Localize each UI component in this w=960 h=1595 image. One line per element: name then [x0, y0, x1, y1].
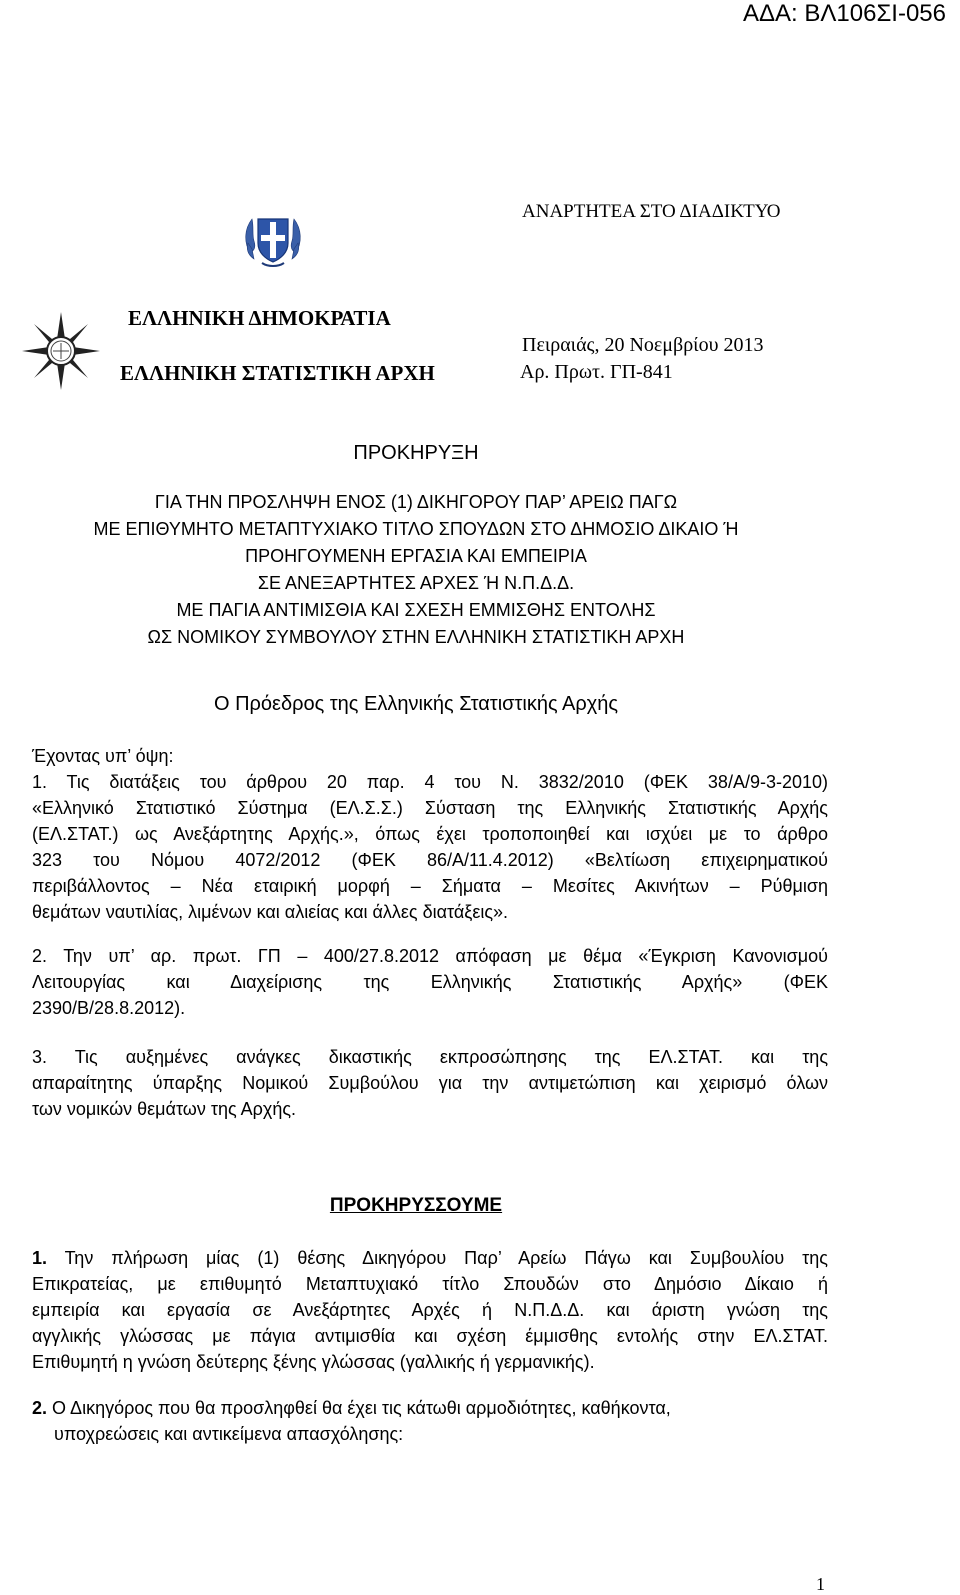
recital-1-line: θεμάτων ναυτιλίας, λιμένων και αλιείας και άλλες διατάξεις». — [32, 902, 509, 922]
subtitle-line: ΓΙΑ ΤΗΝ ΠΡΟΣΛΗΨΗ ΕΝΟΣ (1) ΔΙΚΗΓΟΡΟΥ ΠΑΡ’ ΑΡΕΙΩ ΠΑΓΩ — [154, 492, 678, 512]
recital-3-line: των νομικών θεμάτων της Αρχής. — [32, 1099, 297, 1119]
recital-2-line: Λειτουργίας και Διαχείρισης της Ελληνικής Στατιστικής Αρχής» (ΦΕΚ — [32, 972, 828, 992]
recital-3-line: απαραίτητης ύπαρξης Νομικού Συμβούλου για την αντιμετώπιση και χειρισμό όλων — [32, 1073, 828, 1093]
having-regard-label: Έχοντας υπ’ όψη: — [32, 746, 174, 766]
point-1-line: εμπειρία και εργασία σε Ανεξάρτητες Αρχές ή Ν.Π.Δ.Δ. και άριστη γνώση της — [32, 1300, 828, 1320]
point-2-text: Ο Δικηγόρος που θα προσληφθεί θα έχει τις κάτωθι αρμοδιότητες, καθήκοντα, — [52, 1398, 671, 1418]
point-2 — [32, 1395, 828, 1447]
point-1-line: Επιθυμητή η γνώση δεύτερης ξένης γλώσσας (γαλλικής ή γερμανικής). — [32, 1352, 595, 1372]
greek-emblem-icon — [240, 205, 306, 271]
page-number: 1 — [816, 1574, 825, 1594]
recital-2-line: 2. Την υπ’ αρ. πρωτ. ΓΠ – 400/27.8.2012 απόφαση με θέμα «Έγκριση Κανονισμού — [32, 946, 828, 966]
point-2-number: 2. — [32, 1398, 48, 1418]
place-date: Πειραιάς, 20 Νοεμβρίου 2013 — [522, 334, 764, 356]
point-1-line — [32, 1245, 828, 1271]
point-1-line: αγγλικής γλώσσας με πάγια αντιμισθία και σχέση έμμισθης εντολής στην ΕΛ.ΣΤΑΤ. — [32, 1326, 828, 1346]
president-heading: Ο Πρόεδρος της Ελληνικής Στατιστικής Αρχής — [213, 693, 619, 715]
recital-1-line: 323 του Νόμου 4072/2012 (ΦΕΚ 86/Α/11.4.2012) «Βελτίωση επιχειρηματικού — [32, 850, 828, 870]
subtitle-line: ΜΕ ΠΑΓΙΑ ΑΝΤΙΜΙΣΘΙΑ ΚΑΙ ΣΧΕΣΗ ΕΜΜΙΣΘΗΣ ΕΝΤΟΛΗΣ — [176, 600, 656, 620]
point-1-text: Την πλήρωση μίας (1) θέσης Δικηγόρου Παρ’ Αρείω Πάγω και Συμβουλίου της — [64, 1248, 828, 1268]
recital-2-line: 2390/Β/28.8.2012). — [32, 998, 186, 1018]
recital-1-line: περιβάλλοντος – Νέα εταιρική μορφή – Σήματα – Μεσίτες Ακινήτων – Ρύθμιση — [32, 876, 828, 896]
point-1-line: Επικρατείας, με επιθυμητό Μεταπτυχιακό τίτλο Σπουδών στο Δημόσιο Δίκαιο ή — [32, 1274, 828, 1294]
proclaim-heading: ΠΡΟΚΗΡΥΣΣΟΥΜΕ — [329, 1195, 503, 1216]
recital-1-line: 1. Τις διατάξεις του άρθρου 20 παρ. 4 του Ν. 3832/2010 (ΦΕΚ 38/Α/9-3-2010) — [32, 772, 828, 792]
subtitle-line: ΜΕ ΕΠΙΘΥΜΗΤΟ ΜΕΤΑΠΤΥΧΙΑΚΟ ΤΙΤΛΟ ΣΠΟΥΔΩΝ ΣΤΟ ΔΗΜΟΣΙΟ ΔΙΚΑΙΟ Ή — [93, 519, 739, 539]
subtitle-line: ΠΡΟΗΓΟΥΜΕΝΗ ΕΡΓΑΣΙΑ ΚΑΙ ΕΜΠΕΙΡΙΑ — [245, 546, 587, 566]
recital-1-line: «Ελληνικό Στατιστικό Σύστημα (ΕΛ.Σ.Σ.) Σύσταση της Ελληνικής Στατιστικής Αρχής — [32, 798, 828, 818]
recitals — [32, 743, 828, 925]
document-title: ΠΡΟΚΗΡΥΞΗ — [353, 442, 479, 464]
recital-1-line: (ΕΛ.ΣΤΑΤ.) ως Ανεξάρτητης Αρχής.», όπως έχει τροποποιηθεί και ισχύει με το άρθρο — [32, 824, 828, 844]
issuer-authority: ΕΛΛΗΝΙΚΗ ΣΤΑΤΙΣΤΙΚΗ ΑΡΧΗ — [120, 361, 435, 385]
recital-2 — [32, 943, 828, 1021]
recital-3 — [32, 1044, 828, 1122]
point-2-line: υποχρεώσεις και αντικείμενα απασχόλησης: — [54, 1424, 404, 1444]
subtitle-line: ΣΕ ΑΝΕΞΑΡΤΗΤΕΣ ΑΡΧΕΣ Ή Ν.Π.Δ.Δ. — [257, 573, 575, 593]
ada-code: ΑΔΑ: ΒΛ106ΣΙ-056 — [742, 0, 946, 27]
issuer-republic: ΕΛΛΗΝΙΚΗ ΔΗΜΟΚΡΑΤΙΑ — [128, 306, 391, 330]
subtitle-line: ΩΣ ΝΟΜΙΚΟΥ ΣΥΜΒΟΥΛΟΥ ΣΤΗΝ ΕΛΛΗΝΙΚΗ ΣΤΑΤΙΣΤΙΚΗ ΑΡΧΗ — [147, 627, 685, 647]
elstat-compass-logo-icon — [20, 310, 102, 392]
protocol-number: Αρ. Πρωτ. ΓΠ-841 — [520, 361, 673, 383]
recital-3-line: 3. Τις αυξημένες ανάγκες δικαστικής εκπροσώπησης της ΕΛ.ΣΤΑΤ. και της — [32, 1047, 828, 1067]
document-subtitle — [0, 489, 832, 651]
point-1 — [32, 1245, 828, 1375]
point-2-line — [32, 1395, 828, 1421]
point-1-number: 1. — [32, 1248, 48, 1268]
internet-posting-note: ΑΝΑΡΤΗΤΕΑ ΣΤΟ ΔΙΑΔΙΚΤΥΟ — [522, 201, 781, 222]
